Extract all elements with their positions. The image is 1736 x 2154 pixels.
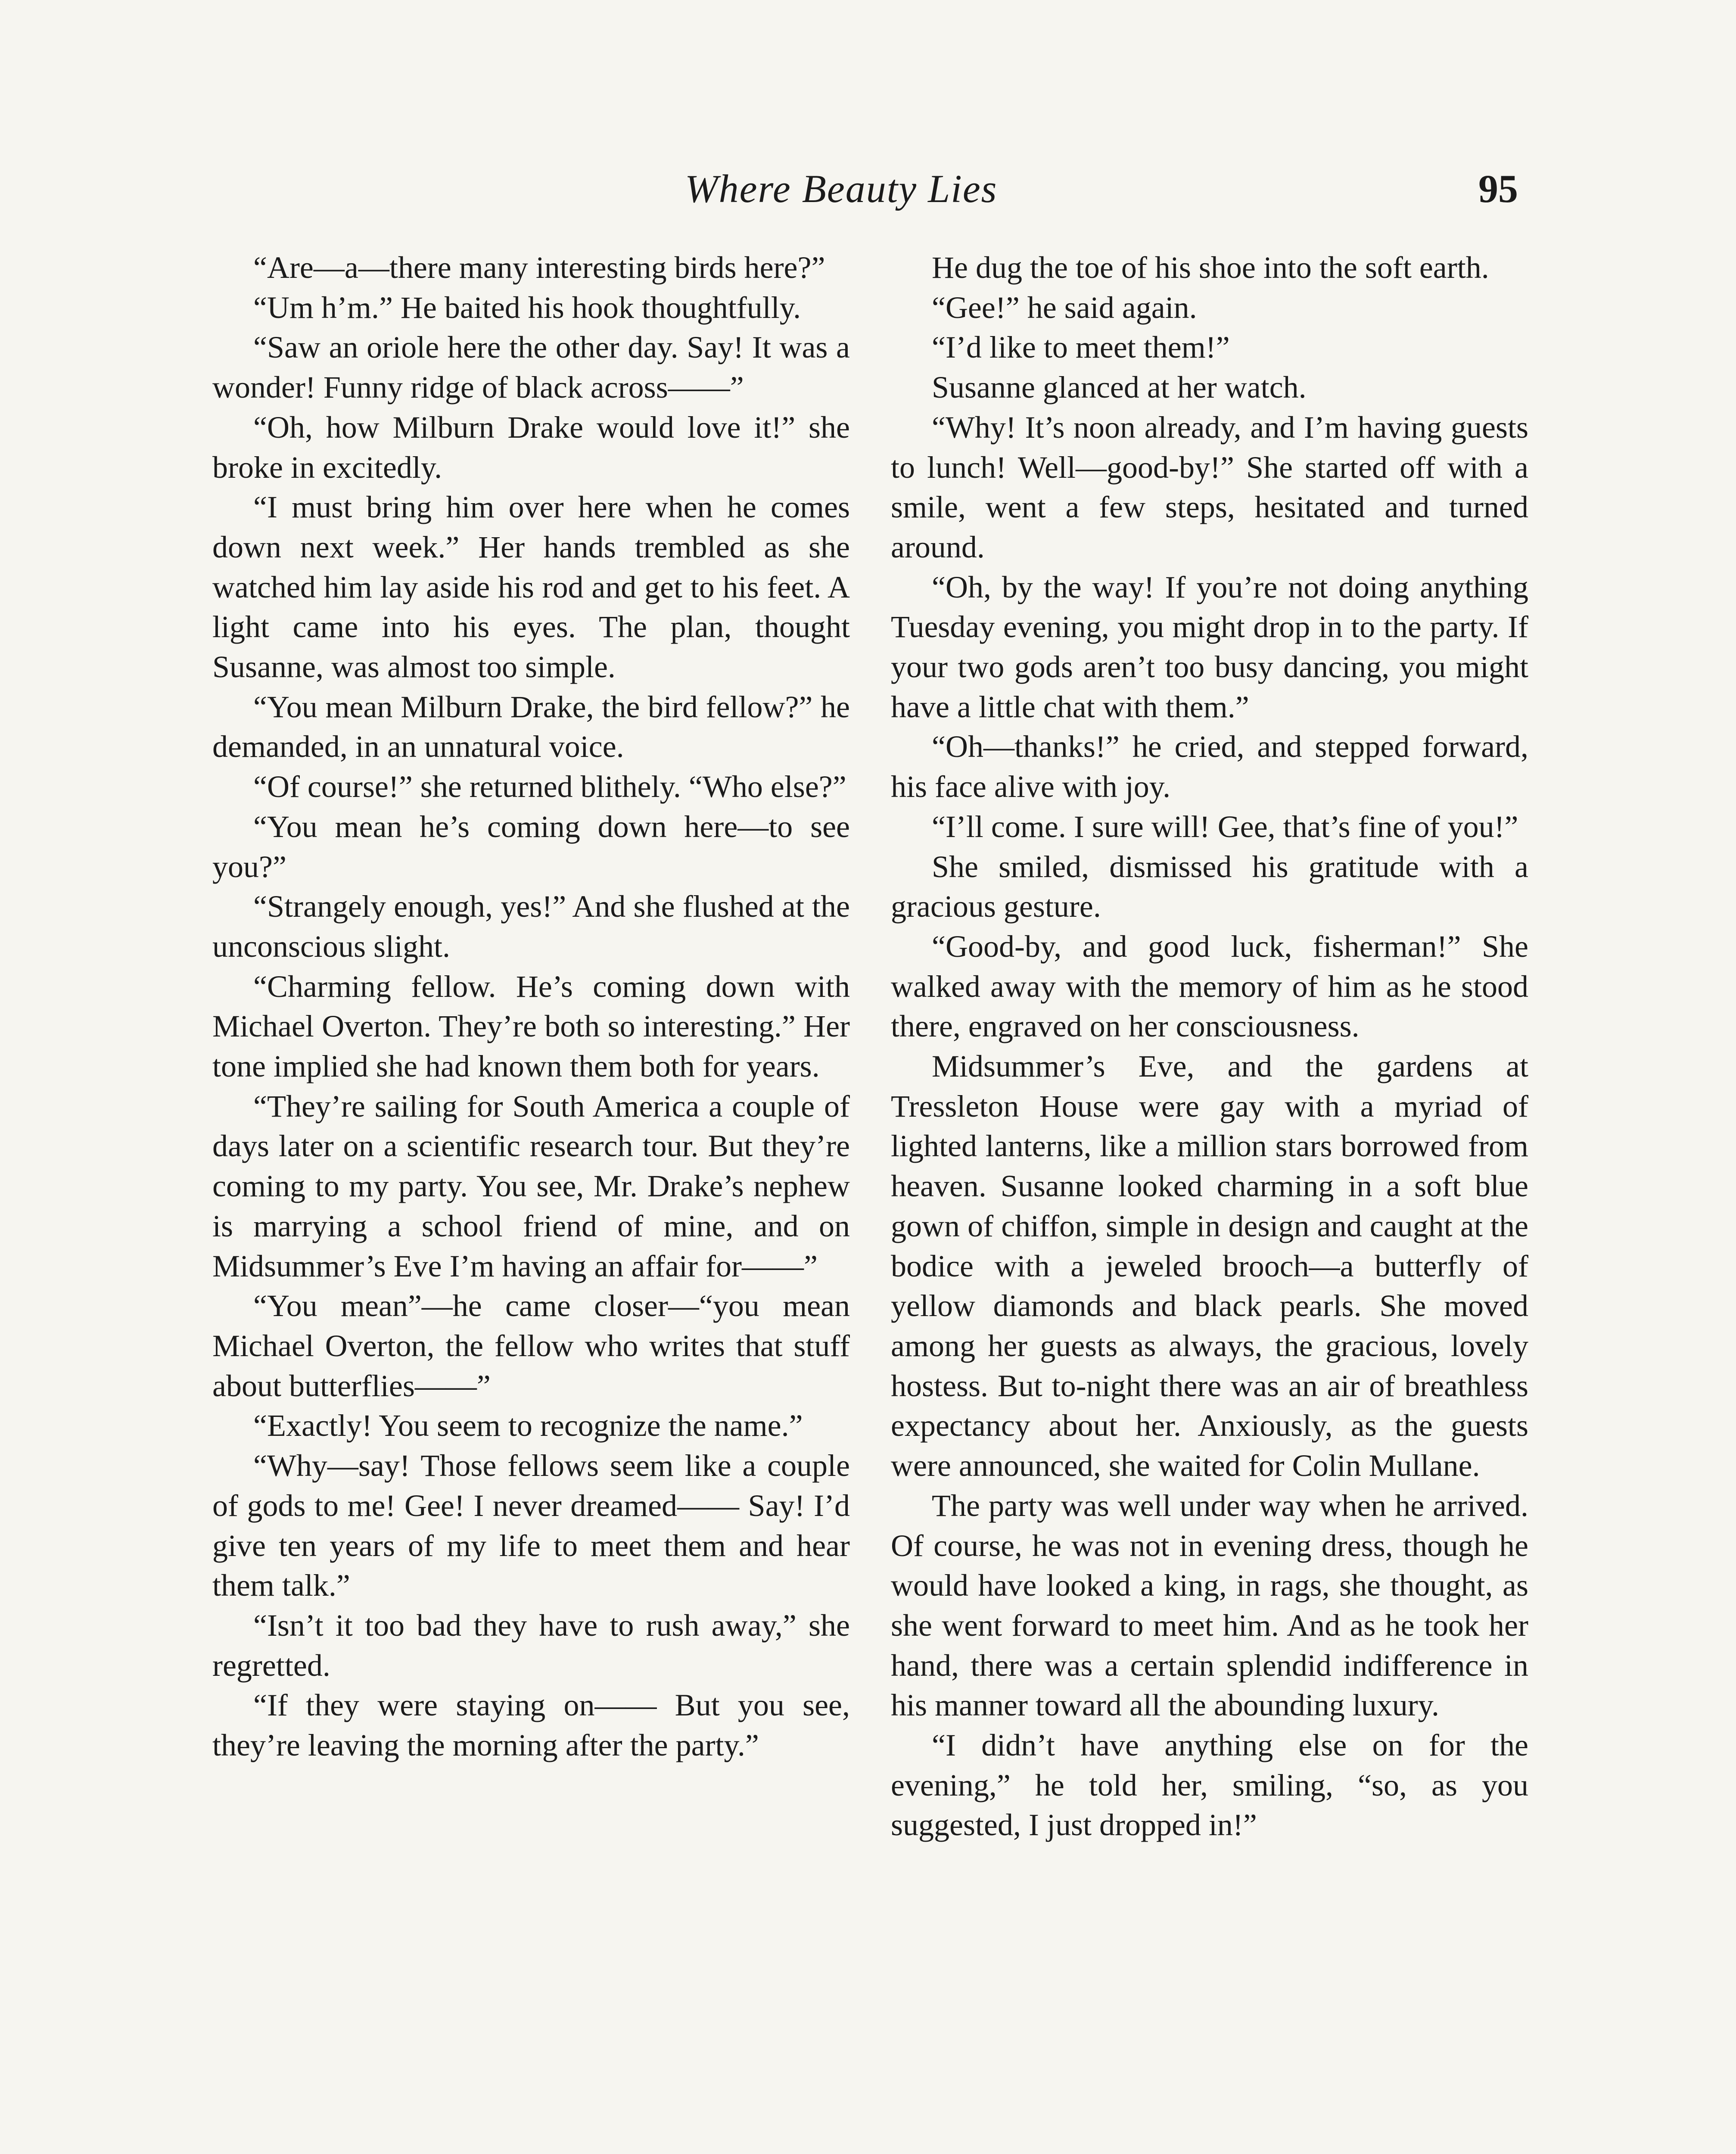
paragraph: “You mean he’s coming down here—to see you?”: [212, 809, 850, 884]
paragraph: “Oh, how Milburn Drake would love it!” she broke in excitedly.: [212, 410, 850, 485]
paragraph: “Saw an oriole here the other day. Say! It was a wonder! Funny ridge of black across——”: [212, 330, 850, 405]
paragraph: “I’ll come. I sure will! Gee, that’s fine of you!”: [932, 809, 1518, 844]
paragraph: “I didn’t have anything else on for the evening,” he told her, smiling, “so, as you suggested, I just dropped in!”: [891, 1728, 1528, 1843]
paragraph: “Charming fellow. He’s coming down with Michael Overton. They’re both so interesting.” Her tone implied she had known them both for years.: [212, 969, 850, 1084]
left-text-column: [212, 248, 850, 1765]
paragraph: “They’re sailing for South America a couple of days later on a scientific research tour. But they’re coming to my party. You see, Mr. Drake’s nephew is marrying a school friend of mine, and on Midsummer’s Eve I’m having an affair for——”: [212, 1089, 850, 1283]
paragraph: “You mean Milburn Drake, the bird fellow?” he demanded, in an unnatural voice.: [212, 689, 850, 764]
paragraph: She smiled, dismissed his gratitude with a gracious gesture.: [891, 849, 1528, 924]
paragraph: He dug the toe of his shoe into the soft earth.: [932, 250, 1489, 285]
page-number: 95: [1478, 167, 1518, 211]
paragraph: The party was well under way when he arrived. Of course, he was not in evening dress, though he would have looked a king, in rags, she thought, as she went forward to meet him. And as he took her hand, there was a certain splendid indifference in his manner toward all the abounding luxury.: [891, 1488, 1528, 1723]
paragraph: Midsummer’s Eve, and the gardens at Tressleton House were gay with a myriad of lighted lanterns, like a million stars borrowed from heaven. Susanne looked charming in a soft blue gown of chiffon, simple in design and caught at the bodice with a jeweled brooch—a butterfly of yellow diamonds and black pearls. She moved among her guests as always, the gracious, lovely hostess. But to-night there was an air of breathless expectancy about her. Anxiously, as the guests were announced, she waited for Colin Mullane.: [891, 1049, 1528, 1483]
paragraph: “Of course!” she returned blithely. “Who else?”: [253, 769, 846, 804]
paragraph: “Are—a—there many interesting birds here?”: [253, 250, 825, 285]
paragraph: “You mean”—he came closer—“you mean Michael Overton, the fellow who writes that stuff about butterflies——”: [212, 1289, 850, 1403]
paragraph: “Exactly! You seem to recognize the name.”: [253, 1408, 803, 1443]
paragraph: “Oh—thanks!” he cried, and stepped forward, his face alive with joy.: [891, 729, 1528, 804]
running-title: Where Beauty Lies: [685, 167, 998, 211]
running-header: [0, 166, 1736, 226]
paragraph: “Strangely enough, yes!” And she flushed at the unconscious slight.: [212, 889, 850, 964]
paragraph: “Good-by, and good luck, fisherman!” She walked away with the memory of him as he stood there, engraved on her consciousness.: [891, 929, 1528, 1044]
paragraph: Susanne glanced at her watch.: [932, 370, 1307, 405]
paragraph: “Why! It’s noon already, and I’m having guests to lunch! Well—good-by!” She started off with a smile, went a few steps, hesitated and turned around.: [891, 410, 1528, 564]
paragraph: “Isn’t it too bad they have to rush away,” she regretted.: [212, 1608, 850, 1683]
paragraph: “I must bring him over here when he comes down next week.” Her hands trembled as she watched him lay aside his rod and get to his feet. A light came into his eyes. The plan, thought Susanne, was almost too simple.: [212, 490, 850, 685]
paragraph: “Why—say! Those fellows seem like a couple of gods to me! Gee! I never dreamed—— Say! I’d give ten years of my life to meet them and hear them talk.”: [212, 1448, 850, 1603]
right-text-column: [891, 248, 1528, 1845]
paragraph: “Oh, by the way! If you’re not doing anything Tuesday evening, you might drop in to the party. If your two gods aren’t too busy dancing, you might have a little chat with them.”: [891, 570, 1528, 724]
paragraph: “Um h’m.” He baited his hook thoughtfully.: [253, 290, 801, 325]
paragraph: “If they were staying on—— But you see, they’re leaving the morning after the party.”: [212, 1688, 850, 1763]
paragraph: “Gee!” he said again.: [932, 290, 1197, 325]
paragraph: “I’d like to meet them!”: [932, 330, 1230, 365]
